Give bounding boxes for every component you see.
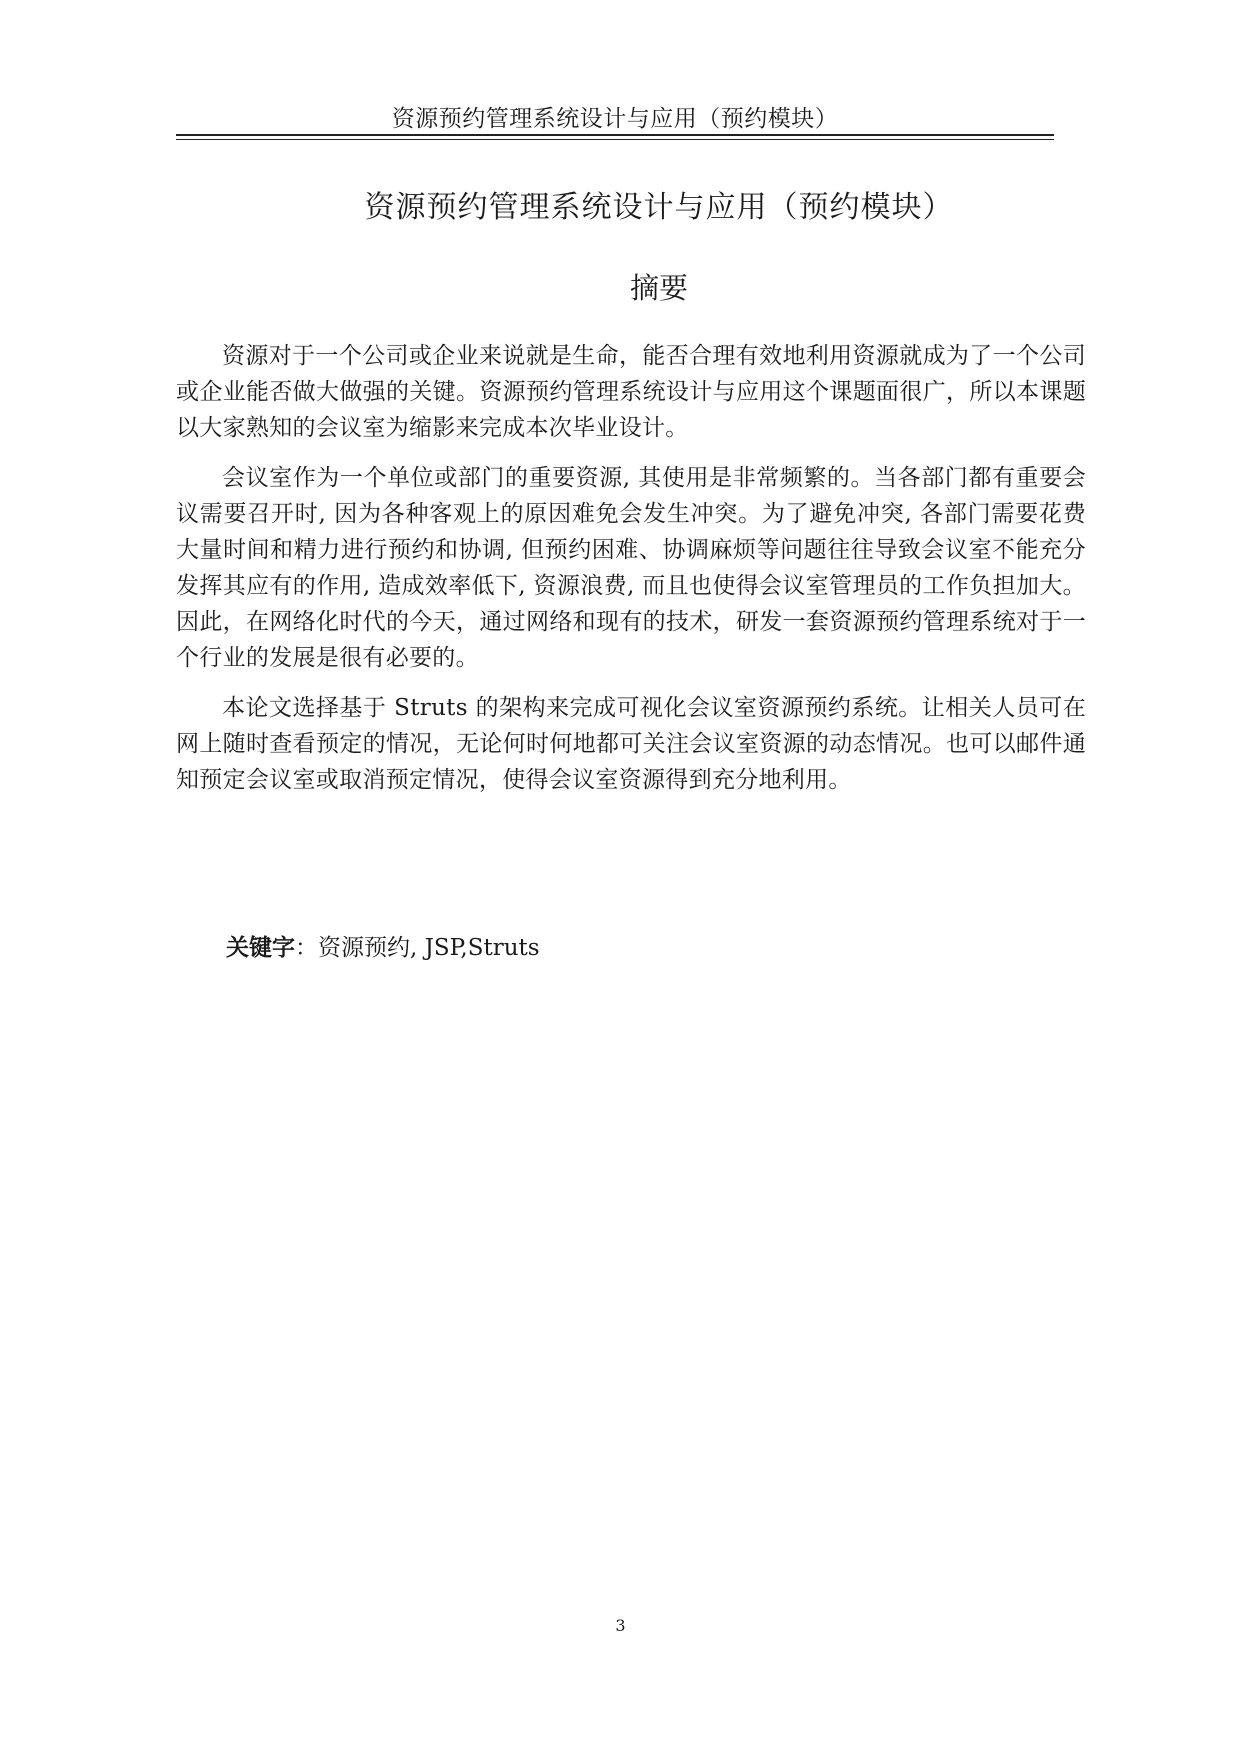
abstract-heading: 摘要 [629,271,688,305]
keywords-separator: ： [295,935,318,961]
keywords-value: 资源预约, JSP,Struts [318,935,540,961]
header-rule-thin [176,139,1054,140]
abstract-body [176,338,1086,812]
keywords-label: 关键字 [226,935,295,961]
keywords-line [226,930,540,966]
page-number: 3 [615,1616,626,1635]
abstract-paragraph-1: 资源对于一个公司或企业来说就是生命，能否合理有效地利用资源就成为了一个公司或企业能否做大做强的关键。资源预约管理系统设计与应用这个课题面很广，所以本课题以大家熟知的会议室为缩影来完成本次毕业设计。 [176,343,1086,441]
header-rule-thick [176,134,1054,136]
abstract-paragraph-3: 本论文选择基于 Struts 的架构来完成可视化会议室资源预约系统。让相关人员可在网上随时查看预定的情况，无论何时何地都可关注会议室资源的动态情况。也可以邮件通知预定会议室或取消预定情况，使得会议室资源得到充分地利用。 [176,695,1086,793]
running-header: 资源预约管理系统设计与应用（预约模块） [391,106,839,132]
document-title: 资源预约管理系统设计与应用（预约模块） [364,190,954,225]
abstract-paragraph-2: 会议室作为一个单位或部门的重要资源, 其使用是非常频繁的。当各部门都有重要会议需要召开时, 因为各种客观上的原因难免会发生冲突。为了避免冲突, 各部门需要花费大量时间和精力进行预约和协调, 但预约困难、协调麻烦等问题往往导致会议室不能充分发挥其应有的作用, 造成效率低下, 资源浪费, 而且也使得会议室管理员的工作负担加大。因此，在网络化时代的今天，通过网络和现有的技术，研发一套资源预约管理系统对于一个行业的发展是很有必要的。 [176,465,1086,671]
